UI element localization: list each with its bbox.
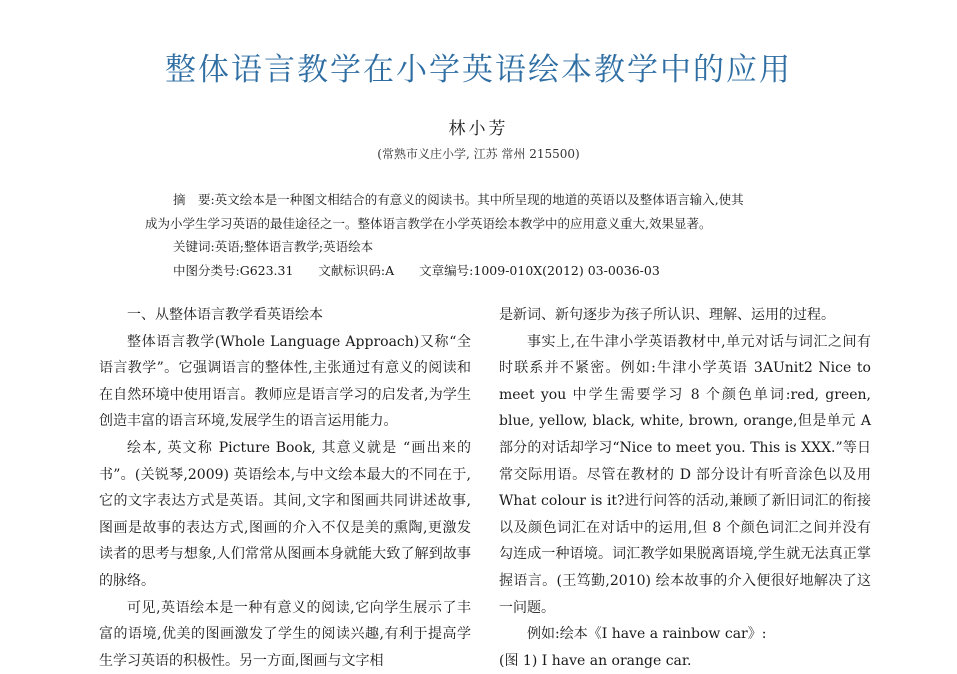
body-paragraph: 绘本, 英文称 Picture Book, 其意义就是 “画出来的书”。(关锐琴,2009) 英语绘本,与中文绘本最大的不同在于,它的文字表达方式是英语。其间,文字和图画共同讲述故事,图画是故事的表达方式,图画的介入不仅是美的熏陶,更激发读者的思考与想象,人们常常从图画本身就能大致了解到故事的脉络。 — [99, 439, 471, 589]
body-paragraph: 整体语言教学(Whole Language Approach)又称“全语言教学”。它强调语言的整体性,主张通过有意义的阅读和在自然环境中使用语言。教师应是语言学习的启发者,为学生创造丰富的语言环境,发展学生的语言运用能力。 — [99, 333, 471, 430]
classification-line: 中图分类号:G623.31 文献标识码:A 文章编号:1009-010X(2012) 03-0036-03 — [173, 262, 660, 278]
keywords-line: 关键词:英语;整体语言教学;英语绘本 — [173, 239, 374, 254]
author-affiliation: (常熟市义庄小学, 江苏 常州 215500) — [377, 147, 580, 161]
abstract-block — [145, 188, 835, 282]
abstract-line-2: 成为小学生学习英语的最佳途径之一。整体语言教学在小学英语绘本教学中的应用意义重大,效果显著。 — [145, 215, 712, 231]
article-title: 整体语言教学在小学英语绘本教学中的应用 — [165, 52, 792, 88]
body-paragraph: 是新词、新句逐步为孩子所认识、理解、运用的过程。 — [499, 307, 835, 323]
example-line: 例如:绘本《I have a rainbow car》: — [527, 626, 767, 643]
body-paragraph: 事实上,在牛津小学英语教材中,单元对话与词汇之间有时联系并不紧密。例如:牛津小学英语 3AUnit2 Nice to meet you 中学生需要学习 8 个颜色单词:red, green, blue, yellow, black, white, brown, orange,但是单元 A 部分的对话却学习“Nice to meet you. This is XXX.”等日常交际用语。尽管在教材的 D 部分设计有听音涂色以及用 What colour is it?进行问答的活动,兼顾了新旧词汇的衔接以及颜色词汇在对话中的运用,但 8 个颜色词汇之间并没有勾连成一种语境。词汇教学如果脱离语境,学生就无法真正掌握语言。(王笃勤,2010) 绘本故事的介入便很好地解决了这一问题。 — [499, 333, 871, 616]
section-heading: 一、从整体语言教学看英语绘本 — [127, 307, 323, 323]
figure-caption: (图 1) I have an orange car. — [499, 652, 692, 669]
right-column — [499, 302, 871, 674]
author-name: 林小芳 — [448, 119, 509, 139]
left-column — [99, 302, 471, 674]
abstract-line-1: 摘 要:英文绘本是一种图文相结合的有意义的阅读书。其中所呈现的地道的英语以及整体语言输入,使其 — [173, 192, 744, 207]
body-paragraph: 可见,英语绘本是一种有意义的阅读,它向学生展示了丰富的语境,优美的图画激发了学生的阅读兴趣,有利于提高学生学习英语的积极性。另一方面,图画与文字相 — [99, 599, 471, 669]
